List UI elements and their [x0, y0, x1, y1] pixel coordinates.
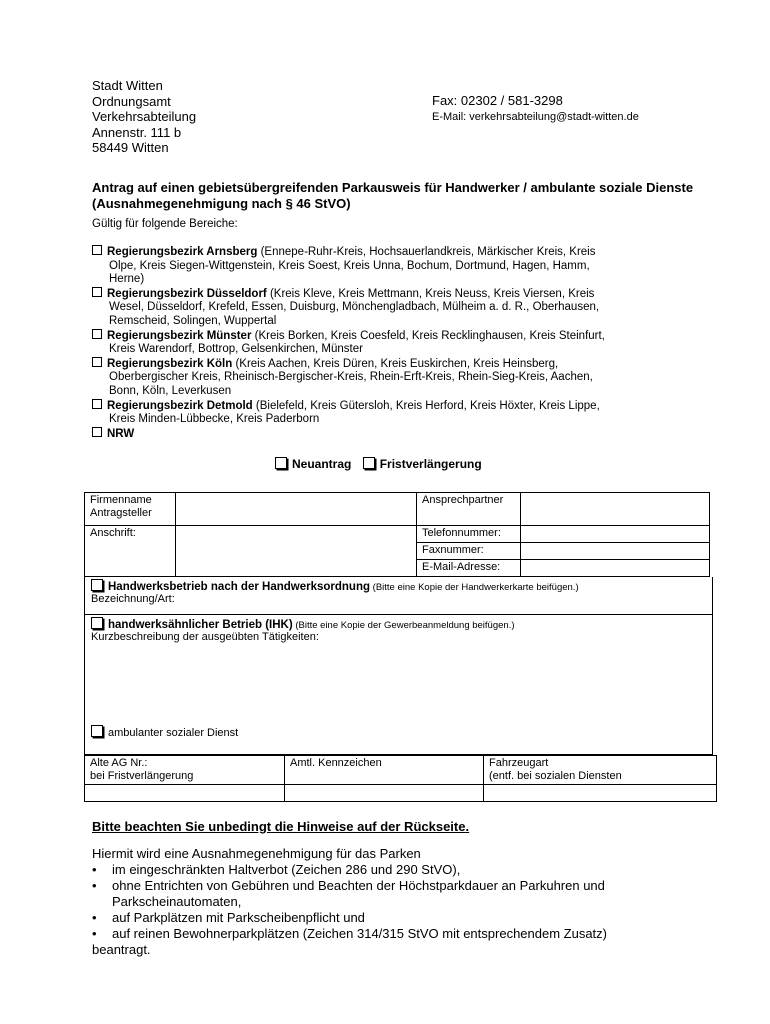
bullet-list [92, 862, 692, 942]
region-duesseldorf [92, 287, 692, 329]
phone-field[interactable] [521, 526, 710, 543]
checkbox-icon[interactable] [91, 617, 103, 629]
address-field[interactable] [176, 526, 417, 577]
list-item: • auf reinen Bewohnerparkplätzen (Zeichen 314/315 StVO mit entsprechendem Zusatz) [92, 926, 692, 942]
contact-label: Ansprechpartner [417, 493, 521, 526]
list-item: • ohne Entrichten von Gebühren und Beachten der Höchstparkdauer an Parkuhren und Parkscheinautomaten, [92, 878, 692, 910]
craft-title: Handwerksbetrieb nach der Handwerksordnung [108, 581, 371, 593]
checkbox-icon[interactable] [92, 357, 102, 367]
region-name: NRW [107, 427, 135, 440]
checkbox-icon[interactable] [91, 725, 103, 737]
extension-label: Fristverlängerung [379, 457, 482, 471]
vehicle-table [84, 755, 717, 802]
address-line: Annenstr. 111 b [92, 124, 182, 140]
region-nrw [92, 427, 692, 442]
region-desc: Wesel, Düsseldorf, Krefeld, Essen, Duisburg, Mönchengladbach, Mülheim a. d. R., Oberhausen, [109, 301, 600, 314]
new-application-label: Neuantrag [292, 457, 352, 471]
region-desc: (Kreis Borken, Kreis Coesfeld, Kreis Recklinghausen, Kreis Steinfurt, [251, 329, 605, 342]
email-address: E-Mail: verkehrsabteilung@stadt-witten.de [432, 111, 639, 123]
list-item: • auf Parkplätzen mit Parkscheibenpflicht und [92, 910, 692, 926]
checkbox-icon[interactable] [92, 245, 102, 255]
checkbox-icon[interactable] [92, 427, 102, 437]
checkbox-icon[interactable] [92, 399, 102, 409]
plate-label: Amtl. Kennzeichen [285, 756, 484, 785]
fax-field[interactable] [521, 543, 710, 560]
old-ag-field[interactable] [85, 785, 285, 802]
applicant-table [84, 492, 710, 577]
region-desc: (Bielefeld, Kreis Gütersloh, Kreis Herford, Kreis Höxter, Kreis Lippe, [252, 399, 600, 412]
checkbox-icon[interactable] [92, 287, 102, 297]
region-desc: Bonn, Köln, Leverkusen [109, 384, 232, 397]
address-line: Verkehrsabteilung [92, 109, 197, 124]
address-label: Anschrift: [85, 526, 176, 577]
address-line: 58449 Witten [92, 140, 169, 155]
region-arnsberg [92, 245, 692, 287]
craft-field-label: Bezeichnung/Art: [91, 593, 175, 605]
region-desc: (Kreis Kleve, Kreis Mettmann, Kreis Neuss, Kreis Viersen, Kreis [266, 287, 595, 300]
checkbox-icon[interactable] [91, 579, 103, 591]
region-list [92, 245, 692, 441]
contact-field[interactable] [521, 493, 710, 526]
company-label: Firmenname Antragsteller [85, 493, 176, 526]
craft-business-section [84, 577, 713, 615]
region-desc: Herne) [109, 273, 145, 286]
vehicle-type-field[interactable] [484, 785, 717, 802]
document-title: Antrag auf einen gebietsübergreifenden Parkausweis für Handwerker / ambulante soziale Dienste (Ausnahmegenehmigung nach § 46 StVO) [92, 180, 694, 211]
sender-address [92, 78, 196, 156]
application-type [275, 457, 490, 471]
request-text [92, 846, 692, 958]
vehicle-type-label: Fahrzeugart (entf. bei sozialen Diensten [484, 756, 717, 785]
region-name: Regierungsbezirk Köln [107, 357, 233, 370]
email-label: E-Mail-Adresse: [417, 560, 521, 577]
checkbox-icon[interactable] [363, 457, 375, 469]
region-desc: Kreis Warendorf, Bottrop, Gelsenkirchen, Münster [109, 343, 363, 356]
region-koeln [92, 357, 692, 399]
social-service-label: ambulanter sozialer Dienst [108, 727, 239, 739]
region-name: Regierungsbezirk Detmold [107, 399, 253, 412]
similar-title: handwerksähnlicher Betrieb (IHK) [108, 619, 293, 631]
valid-for-label: Gültig für folgende Bereiche: [92, 218, 238, 230]
old-ag-label: Alte AG Nr.: bei Fristverlängerung [85, 756, 285, 785]
region-name: Regierungsbezirk Arnsberg [107, 246, 258, 258]
checkbox-icon[interactable] [275, 457, 287, 469]
region-desc: Oberbergischer Kreis, Rheinisch-Bergischer-Kreis, Rhein-Erft-Kreis, Rhein-Sieg-Kreis, Aachen, [109, 371, 593, 384]
fax-label: Faxnummer: [417, 543, 521, 560]
email-field[interactable] [521, 560, 710, 577]
address-line: Ordnungsamt [92, 93, 171, 109]
region-detmold [92, 399, 692, 427]
region-desc: Kreis Minden-Lübbecke, Kreis Paderborn [109, 413, 320, 426]
checkbox-icon[interactable] [92, 329, 102, 339]
similar-note: (Bitte eine Kopie der Gewerbeanmeldung beifügen.) [292, 620, 515, 631]
phone-label: Telefonnummer: [417, 526, 521, 543]
region-name: Regierungsbezirk Düsseldorf [107, 287, 267, 300]
region-desc: (Kreis Aachen, Kreis Düren, Kreis Euskirchen, Kreis Heinsberg, [232, 357, 559, 370]
intro-line: Hiermit wird eine Ausnahmegenehmigung für das Parken [92, 846, 421, 861]
address-line: Stadt Witten [92, 78, 163, 93]
region-desc: Olpe, Kreis Siegen-Wittgenstein, Kreis Soest, Kreis Unna, Bochum, Dortmund, Hagen, Hamm, [109, 259, 590, 272]
region-muenster [92, 329, 692, 357]
similar-field-label: Kurzbeschreibung der ausgeübten Tätigkeiten: [91, 631, 319, 643]
region-desc: (Ennepe-Ruhr-Kreis, Hochsauerlandkreis, Märkischer Kreis, Kreis [257, 246, 596, 258]
craft-note: (Bitte eine Kopie der Handwerkerkarte beifügen.) [370, 582, 579, 593]
region-name: Regierungsbezirk Münster [107, 329, 252, 342]
fax-number: Fax: 02302 / 581-3298 [432, 93, 563, 108]
similar-business-section [84, 615, 713, 755]
plate-field[interactable] [285, 785, 484, 802]
notice-heading: Bitte beachten Sie unbedingt die Hinweise auf der Rückseite. [92, 819, 470, 834]
list-item: • im eingeschränkten Haltverbot (Zeichen 286 und 290 StVO), [92, 862, 692, 878]
region-desc: Remscheid, Solingen, Wuppertal [109, 314, 277, 327]
company-field[interactable] [176, 493, 417, 526]
closing-line: beantragt. [92, 942, 151, 957]
